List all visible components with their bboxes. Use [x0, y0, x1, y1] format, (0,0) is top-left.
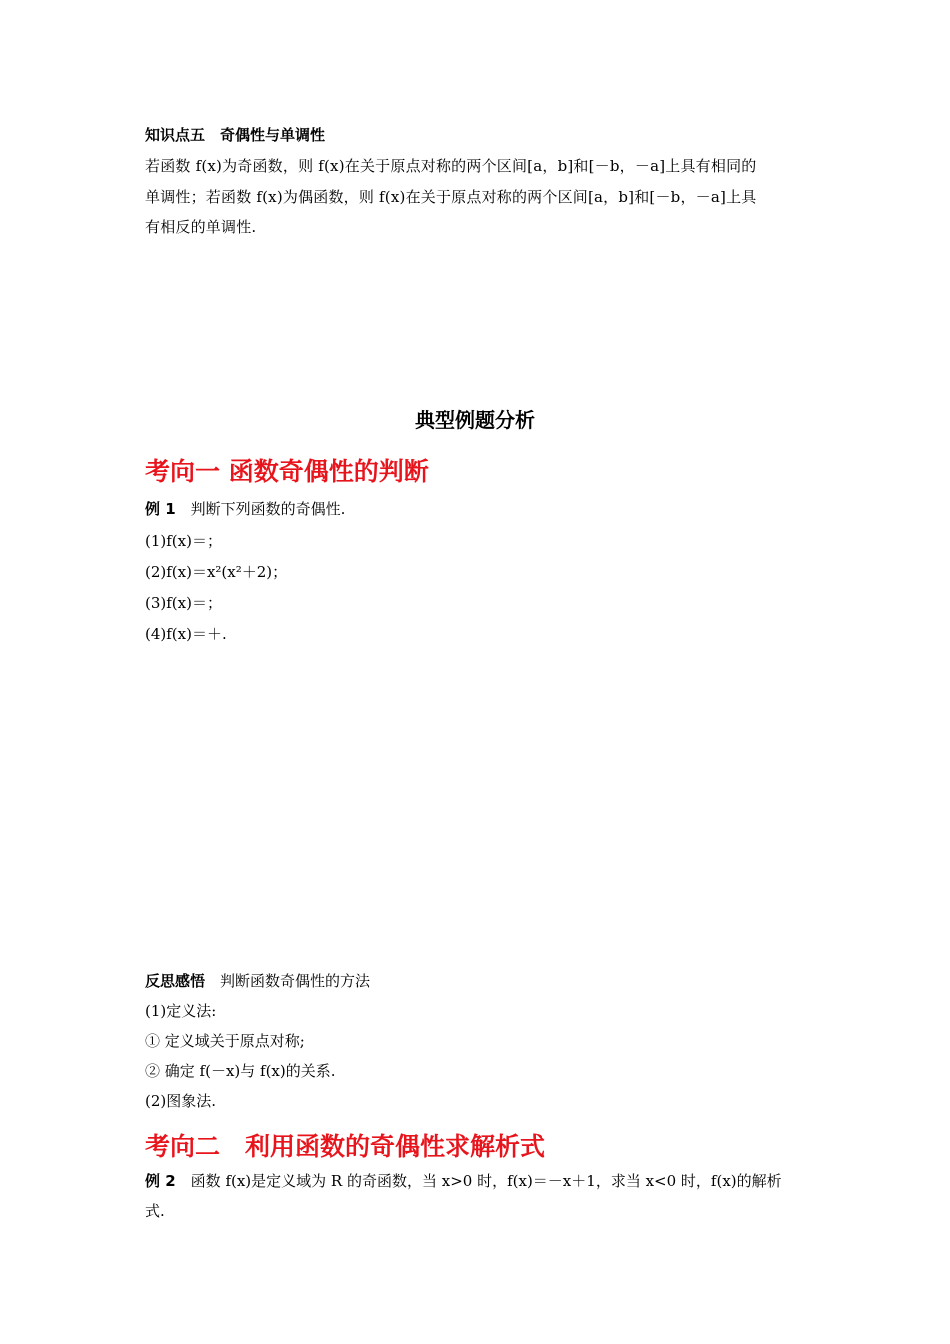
knowledge-point-text-line-1: 若函数 f(x)为奇函数，则 f(x)在关于原点对称的两个区间[a，b]和[－b，－a]上具有相同的	[145, 157, 757, 175]
example-1-text: 判断下列函数的奇偶性.	[175, 500, 346, 518]
reflection-header	[145, 970, 370, 991]
section-title: 典型例题分析	[415, 408, 535, 432]
direction-one-heading: 考向一 函数奇偶性的判断	[145, 457, 429, 486]
example-2-text: 函数 f(x)是定义域为 R 的奇函数，当 x>0 时，f(x)＝－x＋1，求当 x<0 时，f(x)的解析	[175, 1172, 782, 1190]
knowledge-point-title: 知识点五 奇偶性与单调性	[145, 126, 326, 144]
example-1-item-4: (4)f(x)＝＋.	[145, 625, 227, 643]
knowledge-point-text-line-3: 有相反的单调性.	[145, 218, 257, 236]
reflection-label: 反思感悟	[145, 972, 206, 990]
direction-two-heading: 考向二 利用函数的奇偶性求解析式	[145, 1132, 546, 1161]
example-1-label: 例 1	[145, 500, 176, 518]
example-1	[145, 498, 345, 519]
example-1-item-2: (2)f(x)＝x²(x²＋2)；	[145, 563, 288, 581]
reflection-line-1: (1)定义法:	[145, 1002, 217, 1020]
knowledge-point-text-line-2: 单调性；若函数 f(x)为偶函数，则 f(x)在关于原点对称的两个区间[a，b]和[－b，－a]上具	[145, 188, 757, 206]
example-2-label: 例 2	[145, 1172, 176, 1190]
example-1-item-3: (3)f(x)＝；	[145, 594, 222, 612]
reflection-line-4: (2)图象法.	[145, 1092, 217, 1110]
example-2-line-2: 式.	[145, 1202, 165, 1220]
example-2-line-1	[145, 1170, 782, 1191]
reflection-line-2: ① 定义域关于原点对称;	[145, 1032, 305, 1050]
reflection-title: 判断函数奇偶性的方法	[205, 972, 371, 990]
reflection-line-3: ② 确定 f(－x)与 f(x)的关系.	[145, 1062, 336, 1080]
example-1-item-1: (1)f(x)＝；	[145, 532, 222, 550]
